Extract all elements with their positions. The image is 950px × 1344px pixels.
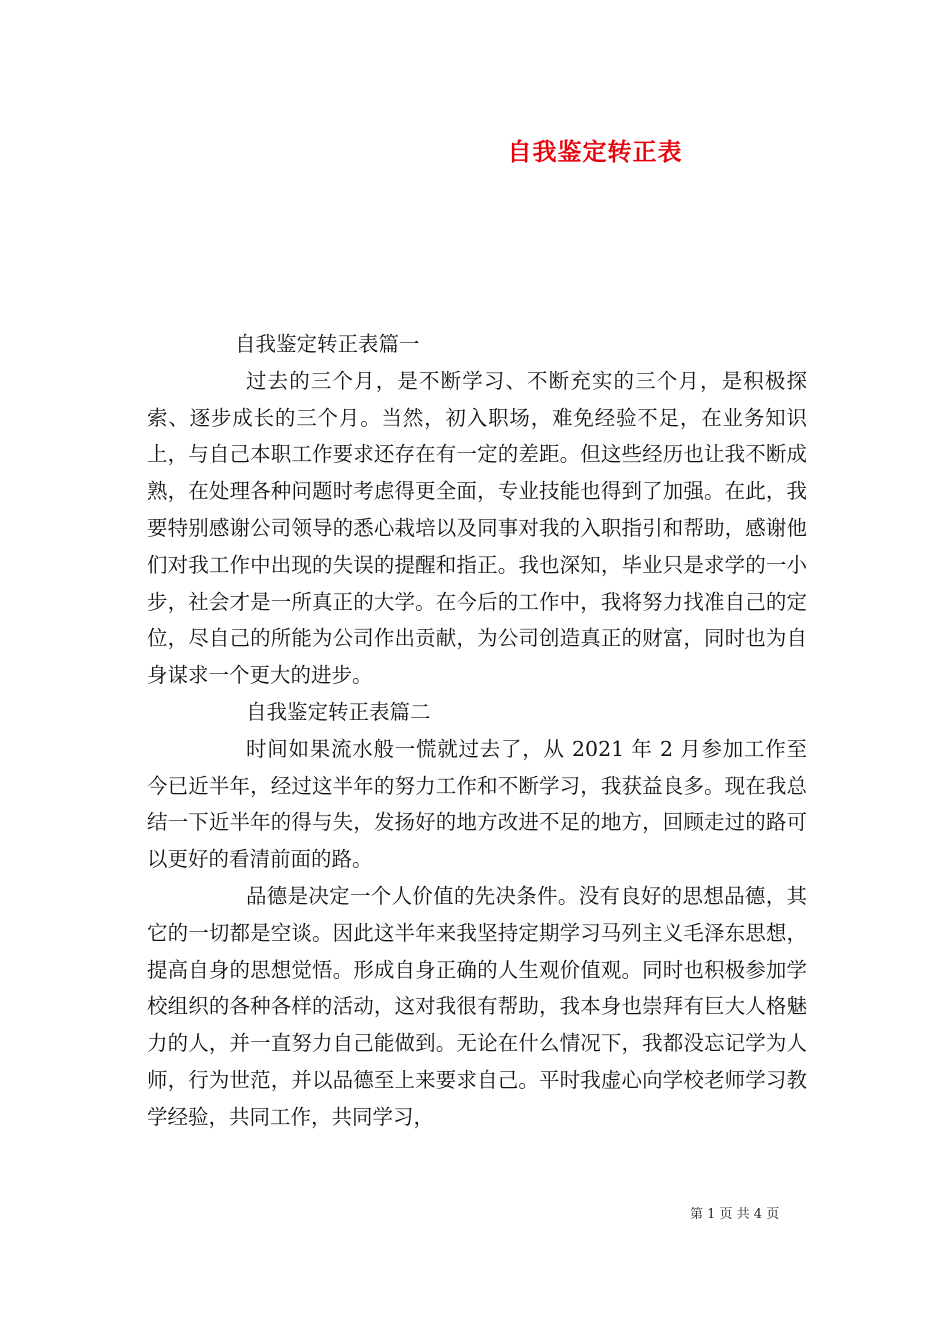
page-number-footer: 第 1 页 共 4 页 (690, 1207, 780, 1222)
document-title: 自我鉴定转正表 (507, 137, 683, 166)
section-heading-2: 自我鉴定转正表篇二 (246, 699, 431, 724)
section-heading-1: 自我鉴定转正表篇一 (235, 332, 420, 356)
document-body (147, 326, 807, 1136)
section-1-paragraph: 过去的三个月，是不断学习、不断充实的三个月，是积极探索、逐步成长的三个月。当然，初入职场，难免经验不足，在业务知识上，与自己本职工作要求还存在有一定的差距。但这些经历也让我不断成熟，在处理各种问题时考虑得更全面，专业技能也得到了加强。在此，我要特别感谢公司领导的悉心栽培以及同事对我的入职指引和帮助，感谢他们对我工作中出现的失误的提醒和指正。我也深知，毕业只是求学的一小步，社会才是一所真正的大学。在今后的工作中，我将努力找准自己的定位，尽自己的所能为公司作出贡献，为公司创造真正的财富，同时也为自身谋求一个更大的进步。 (147, 368, 807, 688)
section-2-paragraph-1: 时间如果流水般一慌就过去了，从 2021 年 2 月参加工作至今已近半年，经过这半年的努力工作和不断学习，我获益良多。现在我总结一下近半年的得与失，发扬好的地方改进不足的地方，回顾走过的路可以更好的看清前面的路。 (147, 736, 807, 872)
section-2-paragraph-2: 品德是决定一个人价值的先决条件。没有良好的思想品德，其它的一切都是空谈。因此这半年来我坚持定期学习马列主义毛泽东思想，提高自身的思想觉悟。形成自身正确的人生观价值观。同时也积极参加学校组织的各种各样的活动，这对我很有帮助，我本身也崇拜有巨大人格魅力的人，并一直努力自己能做到。无论在什么情况下，我都没忘记学为人师，行为世范，并以品德至上来要求自己。平时我虚心向学校老师学习教学经验，共同工作，共同学习， (147, 883, 807, 1129)
